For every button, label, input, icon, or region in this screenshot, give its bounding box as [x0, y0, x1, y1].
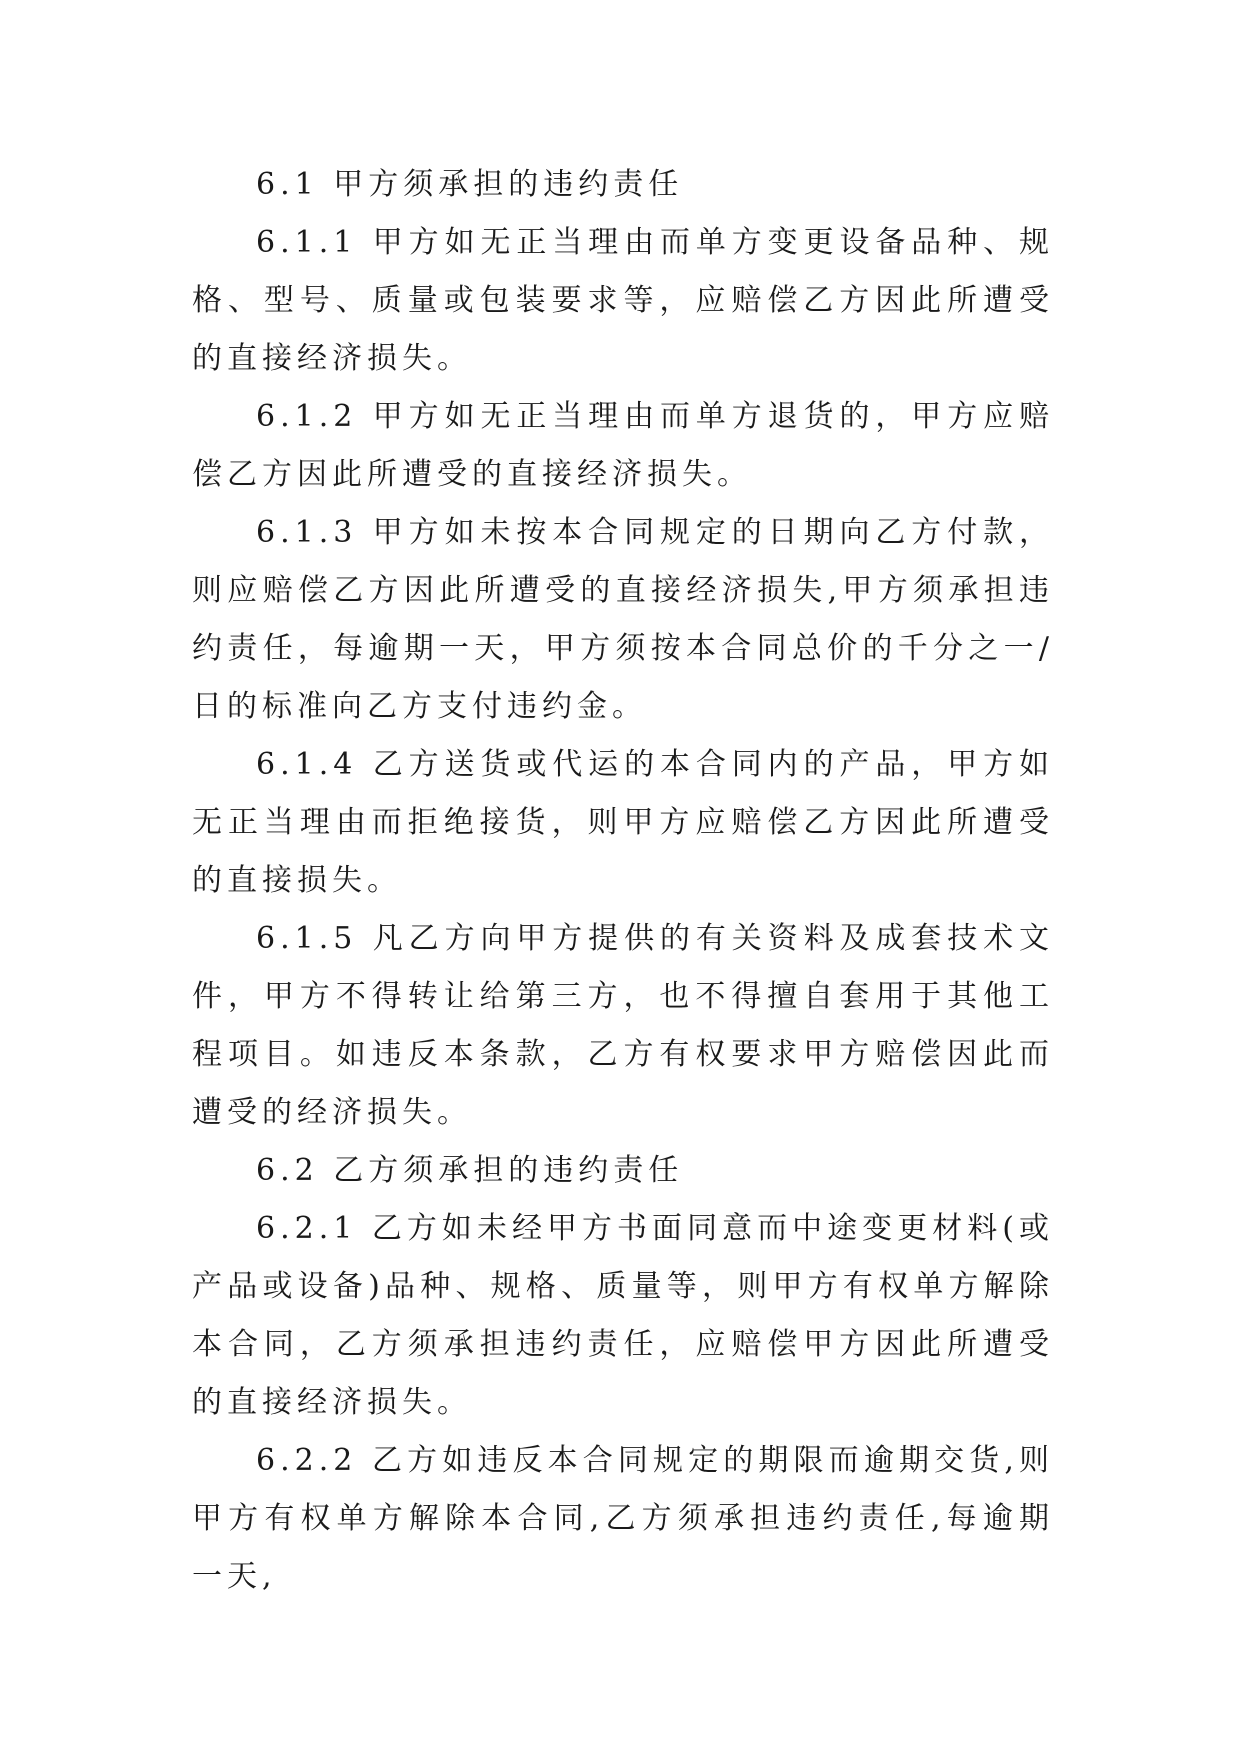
section-heading-6-2: 6.2 乙方须承担的违约责任 — [256, 1153, 684, 1188]
clause-6-1-4: 6.1.4 乙方送货或代运的本合同内的产品，甲方如无正当理由而拒绝接货，则甲方应赔偿乙方因此所遭受的直接损失。 — [192, 747, 1054, 898]
clause-6-2-2: 6.2.2 乙方如违反本合同规定的期限而逾期交货,则甲方有权单方解除本合同,乙方须承担违约责任,每逾期一天, — [192, 1443, 1054, 1594]
clause-6-2-1: 6.2.1 乙方如未经甲方书面同意而中途变更材料(或产品或设备)品种、规格、质量等，则甲方有权单方解除本合同，乙方须承担违约责任，应赔偿甲方因此所遭受的直接经济损失。 — [192, 1211, 1054, 1420]
clause-6-1-1: 6.1.1 甲方如无正当理由而单方变更设备品种、规格、型号、质量或包装要求等，应赔偿乙方因此所遭受的直接经济损失。 — [192, 225, 1054, 376]
clause-6-1-2: 6.1.2 甲方如无正当理由而单方退货的，甲方应赔偿乙方因此所遭受的直接经济损失。 — [192, 399, 1054, 492]
clause-6-1-3: 6.1.3 甲方如未按本合同规定的日期向乙方付款，则应赔偿乙方因此所遭受的直接经济损失,甲方须承担违约责任，每逾期一天，甲方须按本合同总价的千分之一/日的标准向乙方支付违约金。 — [192, 515, 1054, 724]
section-heading-6-1: 6.1 甲方须承担的违约责任 — [256, 167, 684, 202]
clause-6-1-5: 6.1.5 凡乙方向甲方提供的有关资料及成套技术文件，甲方不得转让给第三方，也不得擅自套用于其他工程项目。如违反本条款，乙方有权要求甲方赔偿因此而遭受的经济损失。 — [192, 921, 1054, 1130]
document-body — [192, 156, 1054, 1606]
